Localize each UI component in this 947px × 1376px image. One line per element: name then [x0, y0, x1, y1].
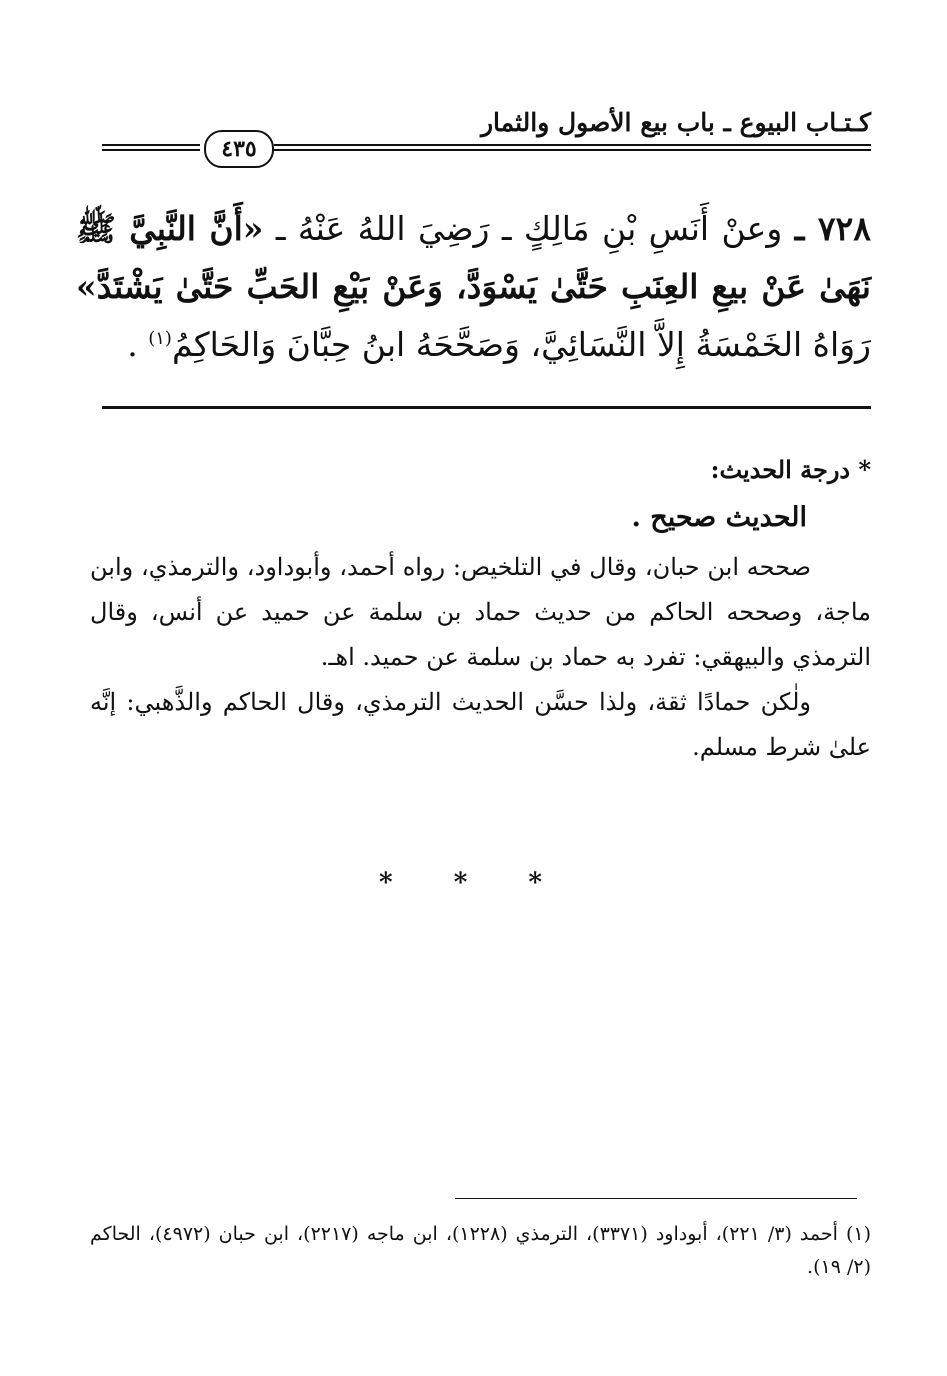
grade-commentary	[90, 545, 871, 770]
header-rule-right	[274, 144, 871, 151]
page-number: ٤٣٥	[204, 130, 274, 168]
commentary-paragraph: صححه ابن حبان، وقال في التلخيص: رواه أحمد، وأبوداود، والترمذي، وابن ماجة، وصححه الحاكم من حديث حماد بن سلمة عن حميد عن أنس، وقال الترمذي والبيهقي: تفرد به حماد بن سلمة عن حميد. اهـ.	[90, 553, 871, 671]
hadith-attribution: رَوَاهُ الخَمْسَةُ إِلاَّ النَّسَائِيَّ، وَصَحَّحَهُ ابنُ حِبَّانَ وَالحَاكِمُ	[171, 325, 871, 364]
grade-heading: * درجة الحديث:	[710, 455, 871, 484]
footnote: (١) أحمد (٣/ ٢٢١)، أبوداود (٣٣٧١)، الترمذي (١٢٢٨)، ابن ماجه (٢٢١٧)، ابن حبان (٤٩٧٢)، الحاكم (٢/ ١٩).	[90, 1223, 872, 1278]
section-divider	[102, 406, 871, 409]
hadith-text	[76, 200, 871, 374]
footnote-marker: (١)	[148, 328, 172, 349]
hadith-quote: «أَنَّ النَّبِيَّ ﷺ نَهَىٰ عَنْ بيعِ العِنَبِ حَتَّىٰ يَسْوَدَّ، وَعَنْ بَيْعِ الحَبِّ حَتَّىٰ يَشْتَدَّ»	[76, 209, 871, 306]
grade-verdict: الحديث صحيح .	[631, 502, 807, 533]
hadith-intro: وعنْ أَنَسِ بْنِ مَالِكٍ ـ رَضِيَ اللهُ عَنْهُ ـ	[275, 209, 783, 248]
footnote-rule	[455, 1198, 857, 1199]
asterisk-separator: * * *	[379, 868, 568, 898]
running-title: كـتـاب البيوع ـ باب بيع الأصول والثمار	[480, 108, 871, 137]
commentary-paragraph: ولٰكن حمادًا ثقة، ولذا حسَّن الحديث الترمذي، وقال الحاكم والذَّهبي: إنَّه علىٰ شرط مسلم.	[90, 688, 871, 761]
header-rule-left	[102, 144, 200, 151]
hadith-number: ٧٢٨ ـ	[794, 209, 871, 248]
hadith-end-mark: .	[127, 325, 138, 364]
